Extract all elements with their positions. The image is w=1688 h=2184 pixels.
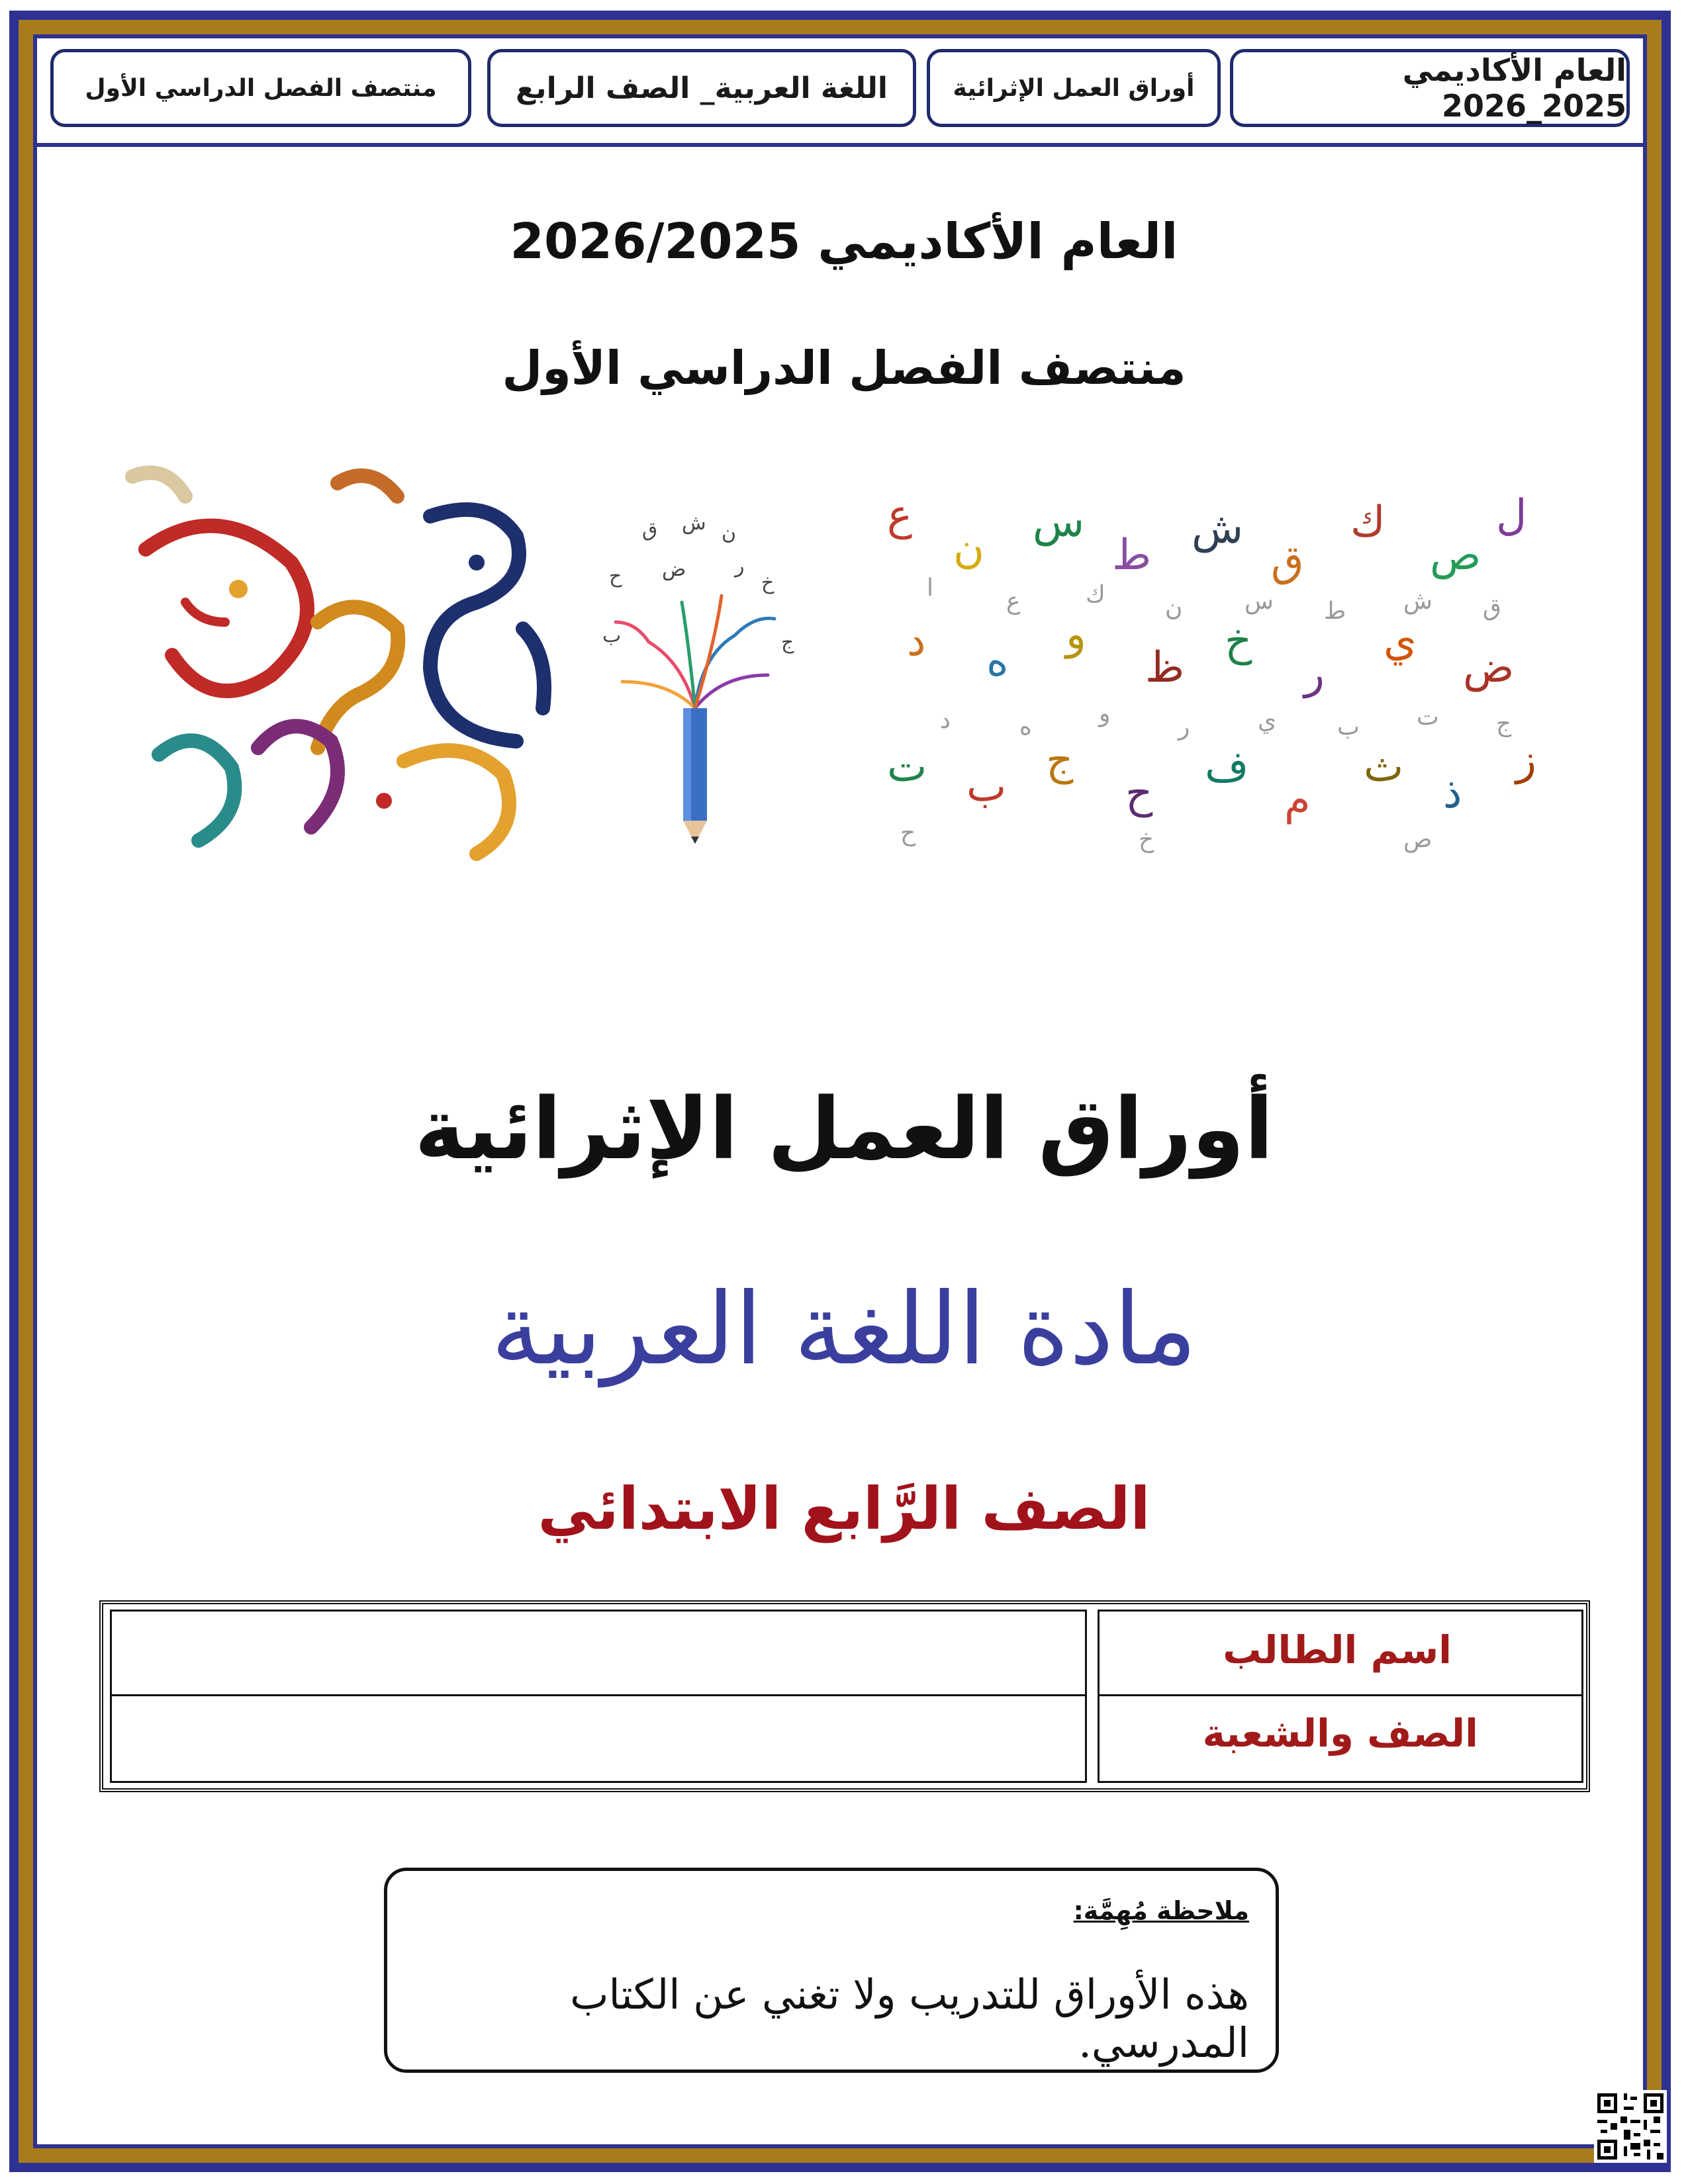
svg-text:ب: ب bbox=[966, 762, 1007, 811]
svg-text:ت: ت bbox=[1417, 704, 1439, 731]
svg-text:ي: ي bbox=[1258, 707, 1277, 734]
svg-text:ا: ا bbox=[927, 574, 934, 602]
svg-text:ز: ز bbox=[1516, 736, 1536, 785]
class-label-cell bbox=[1098, 1694, 1583, 1783]
svg-text:د: د bbox=[940, 707, 951, 734]
term-heading: منتصف الفصل الدراسي الأول bbox=[502, 341, 1186, 395]
svg-text:د: د bbox=[907, 617, 926, 666]
svg-text:و: و bbox=[1099, 700, 1111, 727]
svg-text:ش: ش bbox=[682, 512, 706, 535]
header-worksheets-text: أوراق العمل الإثرائية bbox=[953, 74, 1195, 102]
class-section-label: الصف والشعبة bbox=[1202, 1711, 1478, 1756]
svg-text:ط: ط bbox=[1112, 531, 1152, 580]
note-text: هذه الأوراق للتدريب ولا تغني عن الكتاب المدرسي. bbox=[570, 1970, 1249, 2067]
svg-text:ك: ك bbox=[1350, 498, 1385, 547]
svg-text:ص: ص bbox=[1403, 826, 1432, 853]
svg-text:ب: ب bbox=[1337, 713, 1360, 741]
svg-text:ح: ح bbox=[900, 819, 916, 846]
student-name-label: اسم الطالب bbox=[1223, 1627, 1452, 1672]
svg-text:و: و bbox=[1066, 610, 1086, 659]
svg-text:ض: ض bbox=[1463, 643, 1515, 692]
academic-year-heading: العام الأكاديمي 2026/2025 bbox=[510, 213, 1178, 270]
svg-text:ش: ش bbox=[1192, 504, 1244, 553]
header-worksheets bbox=[927, 49, 1221, 127]
svg-text:ض: ض bbox=[662, 558, 686, 581]
svg-text:ج: ج bbox=[1496, 710, 1512, 737]
main-title: أوراق العمل الإثرائية bbox=[414, 1080, 1274, 1179]
pencil-tree-icon bbox=[583, 510, 808, 847]
svg-text:ش: ش bbox=[1403, 588, 1432, 615]
header-academic-year-text: العام الأكاديمي 2025_2026 bbox=[1402, 52, 1626, 124]
svg-text:ت: ت bbox=[887, 743, 927, 792]
svg-text:س: س bbox=[1033, 498, 1085, 547]
svg-text:ح: ح bbox=[609, 565, 622, 588]
student-info-table bbox=[99, 1600, 1590, 1792]
svg-text:ق: ق bbox=[642, 518, 658, 541]
svg-text:خ: خ bbox=[761, 571, 774, 594]
arabic-letters-collage bbox=[861, 457, 1569, 862]
svg-text:ر: ر bbox=[1304, 650, 1325, 699]
header-academic-year bbox=[1230, 49, 1630, 127]
student-name-label-cell bbox=[1098, 1610, 1583, 1694]
svg-text:ع: ع bbox=[887, 491, 913, 540]
svg-text:ر: ر bbox=[735, 555, 745, 578]
svg-text:ث: ث bbox=[1364, 743, 1404, 792]
subject-title: مادة اللغة العربية bbox=[491, 1272, 1197, 1387]
svg-text:ج: ج bbox=[781, 631, 794, 654]
svg-text:ط: ط bbox=[1324, 598, 1346, 625]
header-term bbox=[50, 49, 471, 127]
svg-text:خ: خ bbox=[1225, 617, 1252, 666]
grade-title: الصف الرَّابع الابتدائي bbox=[538, 1475, 1150, 1543]
svg-text:ه: ه bbox=[1019, 713, 1032, 741]
svg-text:ر: ر bbox=[1178, 713, 1190, 741]
svg-text:ف: ف bbox=[1205, 743, 1249, 792]
important-note-box bbox=[384, 1868, 1279, 2073]
svg-text:ن: ن bbox=[1165, 594, 1183, 621]
header-subject-grade bbox=[487, 49, 916, 127]
svg-text:ن: ن bbox=[722, 522, 737, 545]
svg-text:ل: ل bbox=[1496, 491, 1527, 540]
svg-text:ح: ح bbox=[1125, 769, 1153, 818]
svg-text:ع: ع bbox=[1006, 588, 1021, 615]
class-section-field[interactable] bbox=[110, 1694, 1087, 1783]
svg-text:ق: ق bbox=[1483, 594, 1501, 621]
svg-text:ي: ي bbox=[1383, 617, 1417, 666]
student-name-field[interactable] bbox=[110, 1610, 1087, 1694]
svg-text:ج: ج bbox=[1046, 736, 1074, 785]
note-label: ملاحظة مُهِمَّة: bbox=[1073, 1896, 1249, 1925]
svg-text:ص: ص bbox=[1430, 531, 1481, 580]
svg-text:ك: ك bbox=[1086, 581, 1105, 608]
svg-text:س: س bbox=[1244, 588, 1274, 615]
svg-text:ق: ق bbox=[1271, 537, 1304, 586]
svg-text:م: م bbox=[1284, 776, 1311, 825]
svg-text:ظ: ظ bbox=[1145, 643, 1185, 692]
svg-text:ه: ه bbox=[986, 637, 1009, 686]
svg-text:خ: خ bbox=[1139, 826, 1154, 853]
arabic-letters-art bbox=[119, 457, 569, 862]
svg-text:ن: ن bbox=[953, 524, 984, 573]
svg-text:ذ: ذ bbox=[1443, 769, 1462, 818]
qr-code-icon bbox=[1594, 2090, 1667, 2163]
header-subject-grade-text: اللغة العربية_ الصف الرابع bbox=[516, 71, 888, 105]
svg-text:ب: ب bbox=[602, 624, 622, 647]
header-term-text: منتصف الفصل الدراسي الأول bbox=[85, 74, 437, 102]
